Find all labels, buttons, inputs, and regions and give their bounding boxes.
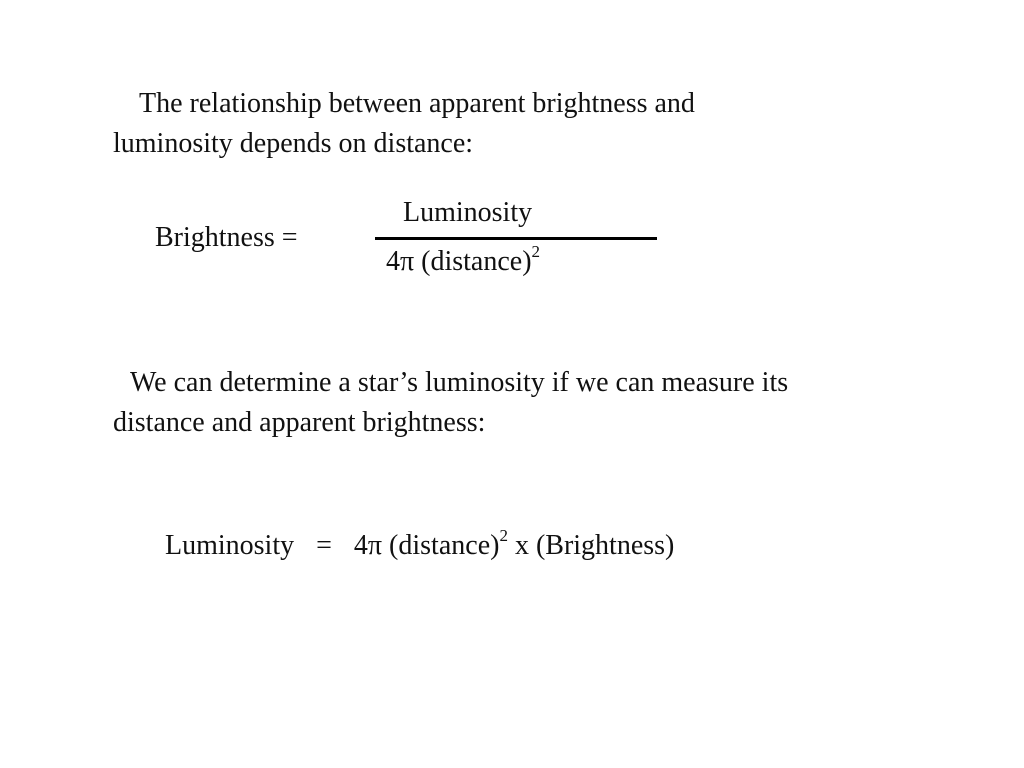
luminosity-equation-rhs-base: 4π (distance) — [353, 530, 500, 561]
determine-paragraph — [113, 363, 788, 443]
fraction-denominator — [386, 241, 541, 278]
luminosity-equation-rhs-exponent: 2 — [499, 525, 508, 545]
luminosity-equation — [165, 525, 675, 562]
intro-paragraph-line-1: The relationship between apparent brightness and — [139, 88, 695, 119]
luminosity-equation-lhs: Luminosity — [165, 530, 295, 561]
luminosity-equation-equals: = — [316, 530, 332, 561]
fraction-denominator-exponent: 2 — [531, 241, 541, 261]
determine-paragraph-line-1: We can determine a star’s luminosity if we can measure its — [130, 367, 789, 398]
fraction-numerator: Luminosity — [403, 197, 533, 228]
determine-paragraph-line-2: distance and apparent brightness: — [113, 407, 486, 438]
intro-paragraph — [113, 84, 695, 164]
intro-paragraph-line-2: luminosity depends on distance: — [113, 128, 474, 159]
luminosity-equation-rhs-suffix: x (Brightness) — [507, 530, 675, 561]
fraction-denominator-base: 4π (distance) — [386, 246, 532, 277]
fraction-bar — [375, 237, 657, 240]
brightness-equation-lhs: Brightness = — [155, 222, 298, 253]
